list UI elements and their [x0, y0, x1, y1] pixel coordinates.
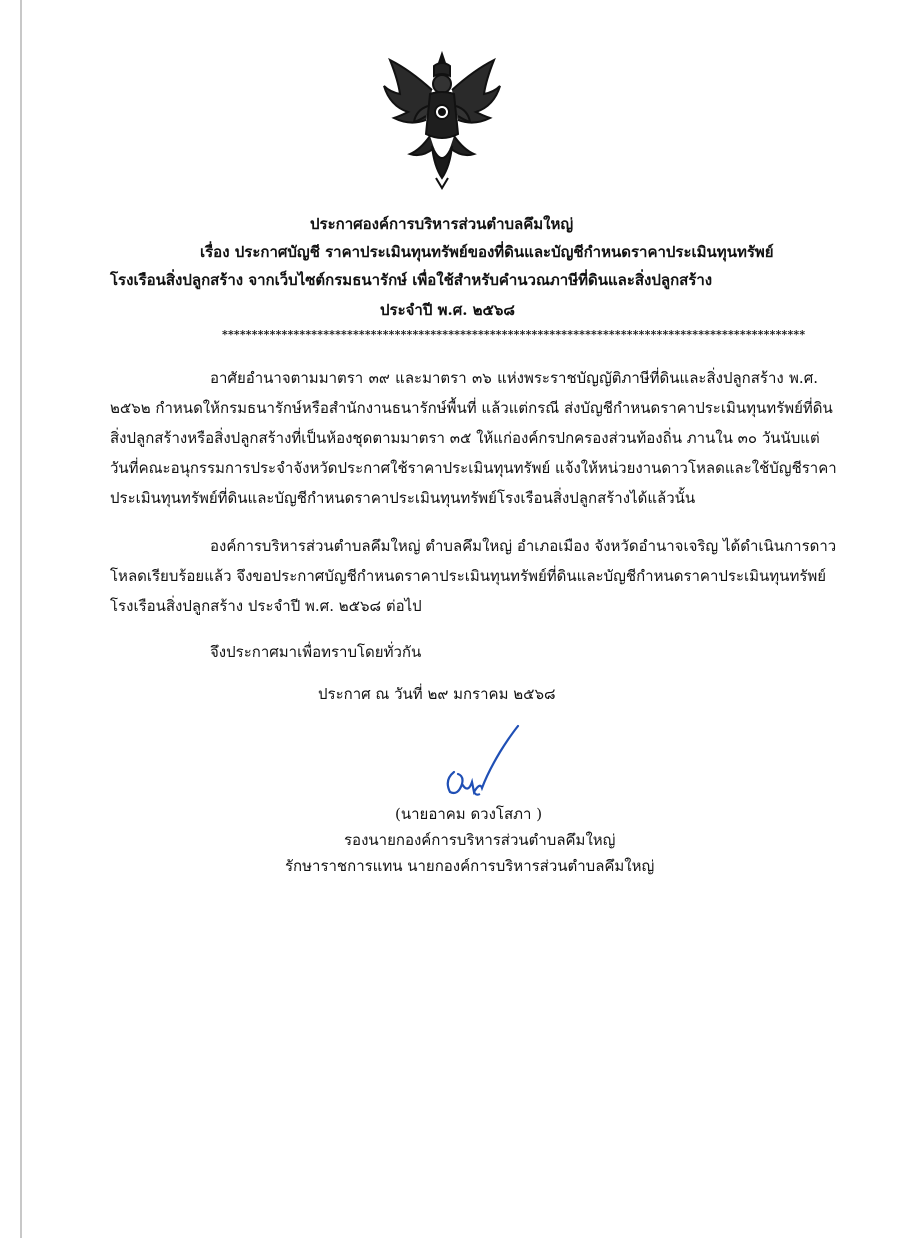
subject-line-2: โรงเรือนสิ่งปลูกสร้าง จากเว็บไซต์กรมธนารักษ์ เพื่อใช้สำหรับคำนวณภาษีที่ดินและสิ่งปลูกสร้าง — [110, 271, 713, 289]
signatory-name: (นายอาคม ดวงโสภา ) — [395, 805, 543, 823]
signatory-position: รองนายกองค์การบริหารส่วนตำบลคึมใหญ่ — [344, 831, 616, 849]
handwritten-signature — [440, 722, 540, 802]
page-left-edge — [20, 0, 22, 1238]
para1-line-2: ๒๕๖๒ กำหนดให้กรมธนารักษ์หรือสำนักงานธนารักษ์พื้นที่ แล้วแต่กรณี ส่งบัญชีกำหนดราคาประเมินทุนทรัพย์ที่ดิน — [110, 399, 833, 417]
subject-line-1: เรื่อง ประกาศบัญชี ราคาประเมินทุนทรัพย์ของที่ดินและบัญชีกำหนดราคาประเมินทุนทรัพย์ — [200, 243, 774, 261]
para2-line-1: องค์การบริหารส่วนตำบลคึมใหญ่ ตำบลคึมใหญ่ อำเภอเมือง จังหวัดอำนาจเจริญ ได้ดำเนินการดาว — [210, 537, 837, 555]
separator-line: ************************************************************************************************** — [222, 328, 806, 341]
para2-line-3: โรงเรือนสิ่งปลูกสร้าง ประจำปี พ.ศ. ๒๕๖๘ ต่อไป — [110, 597, 422, 615]
closing-statement: จึงประกาศมาเพื่อทราบโดยทั่วกัน — [210, 643, 422, 661]
garuda-emblem-icon — [380, 50, 504, 190]
subject-line-3: ประจำปี พ.ศ. ๒๕๖๘ — [380, 301, 515, 319]
announcement-title: ประกาศองค์การบริหารส่วนตำบลคึมใหญ่ — [310, 215, 574, 233]
para2-line-2: โหลดเรียบร้อยแล้ว จึงขอประกาศบัญชีกำหนดราคาประเมินทุนทรัพย์ที่ดินและบัญชีกำหนดราคาประเมินทุนทรัพย์ — [110, 567, 827, 585]
para1-line-4: วันที่คณะอนุกรรมการประจำจังหวัดประกาศใช้ราคาประเมินทุนทรัพย์ แจ้งให้หน่วยงานดาวโหลดและใช้บัญชีราคา — [110, 459, 837, 477]
announcement-date: ประกาศ ณ วันที่ ๒๙ มกราคม ๒๕๖๘ — [318, 685, 556, 703]
para1-line-3: สิ่งปลูกสร้างหรือสิ่งปลูกสร้างที่เป็นห้องชุดตามมาตรา ๓๕ ให้แก่องค์กรปกครองส่วนท้องถิ่น ภานใน ๓๐ วันนับแต่ — [110, 429, 820, 447]
para1-line-5: ประเมินทุนทรัพย์ที่ดินและบัญชีกำหนดราคาประเมินทุนทรัพย์โรงเรือนสิ่งปลูกสร้างได้แล้วนั้น — [110, 489, 696, 507]
para1-line-1: อาศัยอำนาจตามมาตรา ๓๙ และมาตรา ๓๖ แห่งพระราชบัญญัติภาษีที่ดินและสิ่งปลูกสร้าง พ.ศ. — [210, 369, 818, 387]
signatory-acting-role: รักษาราชการแทน นายกองค์การบริหารส่วนตำบลคึมใหญ่ — [285, 857, 655, 875]
